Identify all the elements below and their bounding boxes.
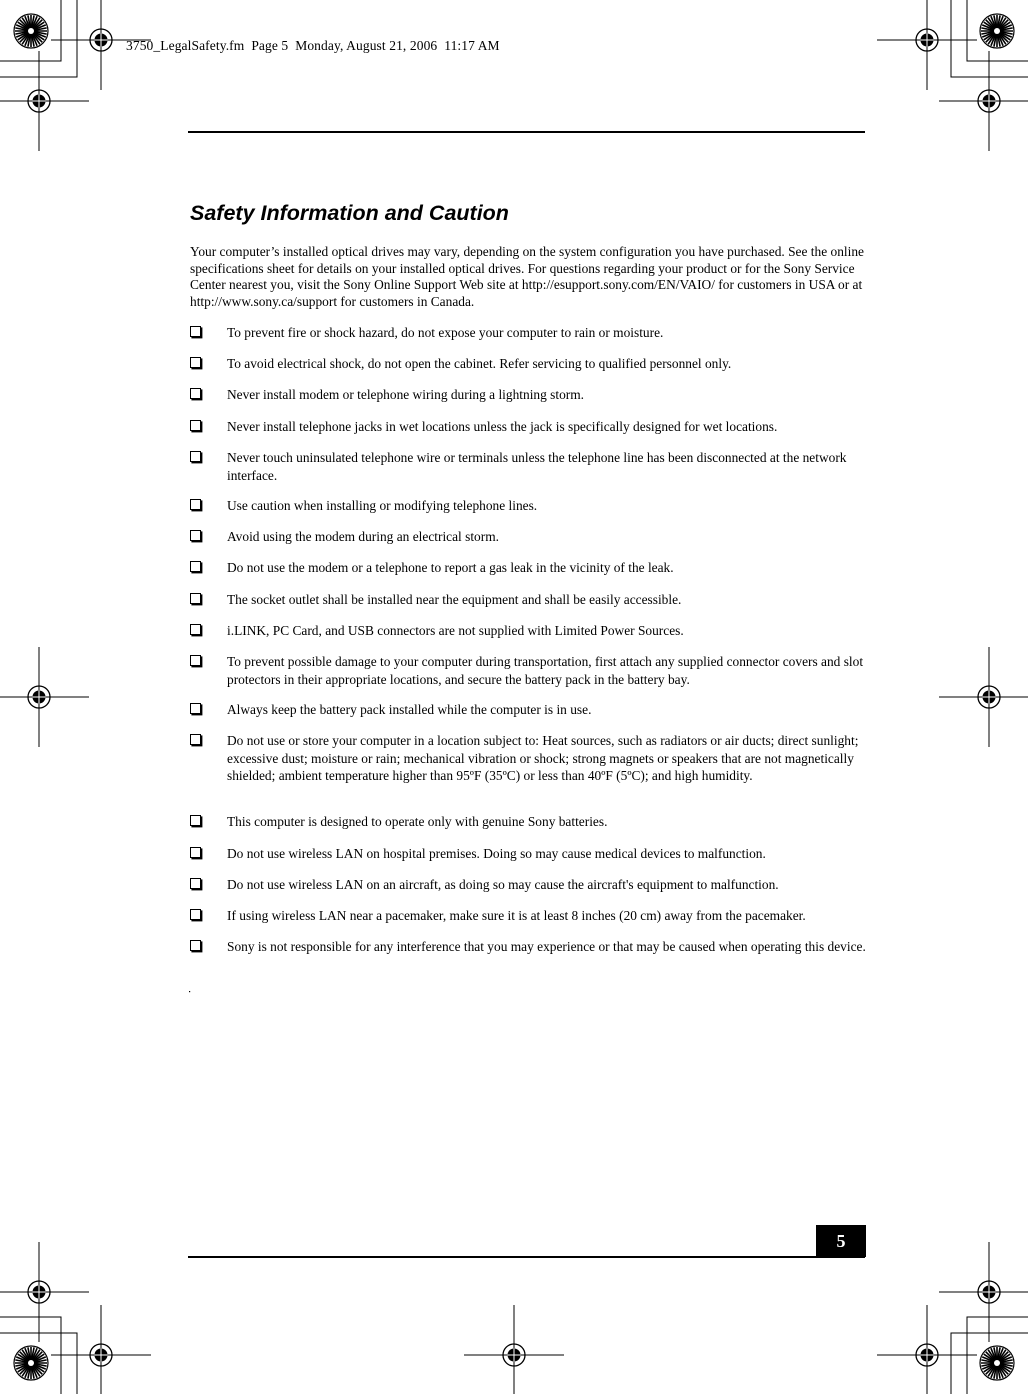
list-item — [190, 622, 866, 640]
list-item — [190, 386, 866, 404]
list-item — [190, 324, 866, 342]
checkbox-bullet-icon — [190, 909, 201, 920]
list-item-text: Never install modem or telephone wiring during a lightning storm. — [227, 387, 585, 402]
list-item — [190, 813, 866, 831]
checkbox-bullet-icon — [190, 878, 201, 889]
list-item-text: To prevent fire or shock hazard, do not expose your computer to rain or moisture. — [227, 325, 664, 340]
list-item-text: To avoid electrical shock, do not open the cabinet. Refer servicing to qualified personnel only. — [227, 356, 732, 371]
list-item-text: Use caution when installing or modifying telephone lines. — [227, 498, 538, 513]
checkbox-bullet-icon — [190, 420, 201, 431]
list-item — [190, 938, 866, 956]
list-item-text: Always keep the battery pack installed while the computer is in use. — [227, 702, 592, 717]
list-item — [190, 418, 866, 436]
checkbox-bullet-icon — [190, 499, 201, 510]
list-item-text: Do not use or store your computer in a location subject to: Heat sources, such as radiators or air ducts; direct sunlight; excessive dust; moisture or rain; mechanical vibration or shock; strong magnets or speakers that are not magnetically shielded; ambient temperature higher than 95ºF (35ºC) or less than 40ºF (5ºC); and high humidity. — [227, 733, 859, 783]
checkbox-bullet-icon — [190, 703, 201, 714]
list-item-text: Never touch uninsulated telephone wire or terminals unless the telephone line has been disconnected at the network interface. — [227, 450, 847, 483]
list-item — [190, 559, 866, 577]
list-item-text: Do not use wireless LAN on an aircraft, as doing so may cause the aircraft's equipment to malfunction. — [227, 877, 779, 892]
list-item-text: i.LINK, PC Card, and USB connectors are not supplied with Limited Power Sources. — [227, 623, 684, 638]
checkbox-bullet-icon — [190, 847, 201, 858]
list-item — [190, 591, 866, 609]
checkbox-bullet-icon — [190, 624, 201, 635]
checkbox-bullet-icon — [190, 388, 201, 399]
checkbox-bullet-icon — [190, 815, 201, 826]
list-item-text: Do not use wireless LAN on hospital premises. Doing so may cause medical devices to malfunction. — [227, 846, 766, 861]
list-item — [190, 653, 866, 688]
checkbox-bullet-icon — [190, 734, 201, 745]
list-item-text: Sony is not responsible for any interference that you may experience or that may be caused when operating this device. — [227, 939, 866, 954]
checkbox-bullet-icon — [190, 530, 201, 541]
checkbox-bullet-icon — [190, 940, 201, 951]
checkbox-bullet-icon — [190, 451, 201, 462]
list-item-text: Do not use the modem or a telephone to report a gas leak in the vicinity of the leak. — [227, 560, 674, 575]
checkbox-bullet-icon — [190, 357, 201, 368]
checkbox-bullet-icon — [190, 655, 201, 666]
list-item-text: Avoid using the modem during an electrical storm. — [227, 529, 499, 544]
list-item-text: To prevent possible damage to your computer during transportation, first attach any supplied connector covers and slot protectors in their appropriate locations, and secure the battery pack in the battery bay. — [227, 654, 864, 687]
list-item — [190, 497, 866, 515]
file-slug-line: 3750_LegalSafety.fm Page 5 Monday, August 21, 2006 11:17 AM — [126, 38, 500, 53]
intro-paragraph: Your computer’s installed optical drives may vary, depending on the system configuration you have purchased. See the online specifications sheet for details on your installed optical drives. For questions regarding your product or for the Sony Service Center nearest you, visit the Sony Online Support Web site at http://esupport.sony.com/EN/VAIO/ for customers in USA or at http://www.sony.ca/support for customers in Canada. — [190, 244, 864, 309]
list-item — [190, 449, 866, 484]
list-item-text: This computer is designed to operate only with genuine Sony batteries. — [227, 814, 608, 829]
footer-rule — [188, 1256, 865, 1258]
list-item — [190, 701, 866, 719]
list-item — [190, 355, 866, 373]
list-item — [190, 732, 866, 785]
page-title: Safety Information and Caution — [190, 201, 509, 225]
list-item-text: Never install telephone jacks in wet locations unless the jack is specifically designed for wet locations. — [227, 419, 778, 434]
checkbox-bullet-icon — [190, 593, 201, 604]
page-number: 5 — [816, 1225, 866, 1257]
list-item-text: The socket outlet shall be installed near the equipment and shall be easily accessible. — [227, 592, 682, 607]
checkbox-bullet-icon — [190, 561, 201, 572]
checkbox-bullet-icon — [190, 326, 201, 337]
list-item — [190, 528, 866, 546]
list-item — [190, 876, 866, 894]
header-rule — [188, 131, 865, 133]
list-item-text: If using wireless LAN near a pacemaker, make sure it is at least 8 inches (20 cm) away from the pacemaker. — [227, 908, 806, 923]
list-item — [190, 845, 866, 863]
list-item — [190, 907, 866, 925]
